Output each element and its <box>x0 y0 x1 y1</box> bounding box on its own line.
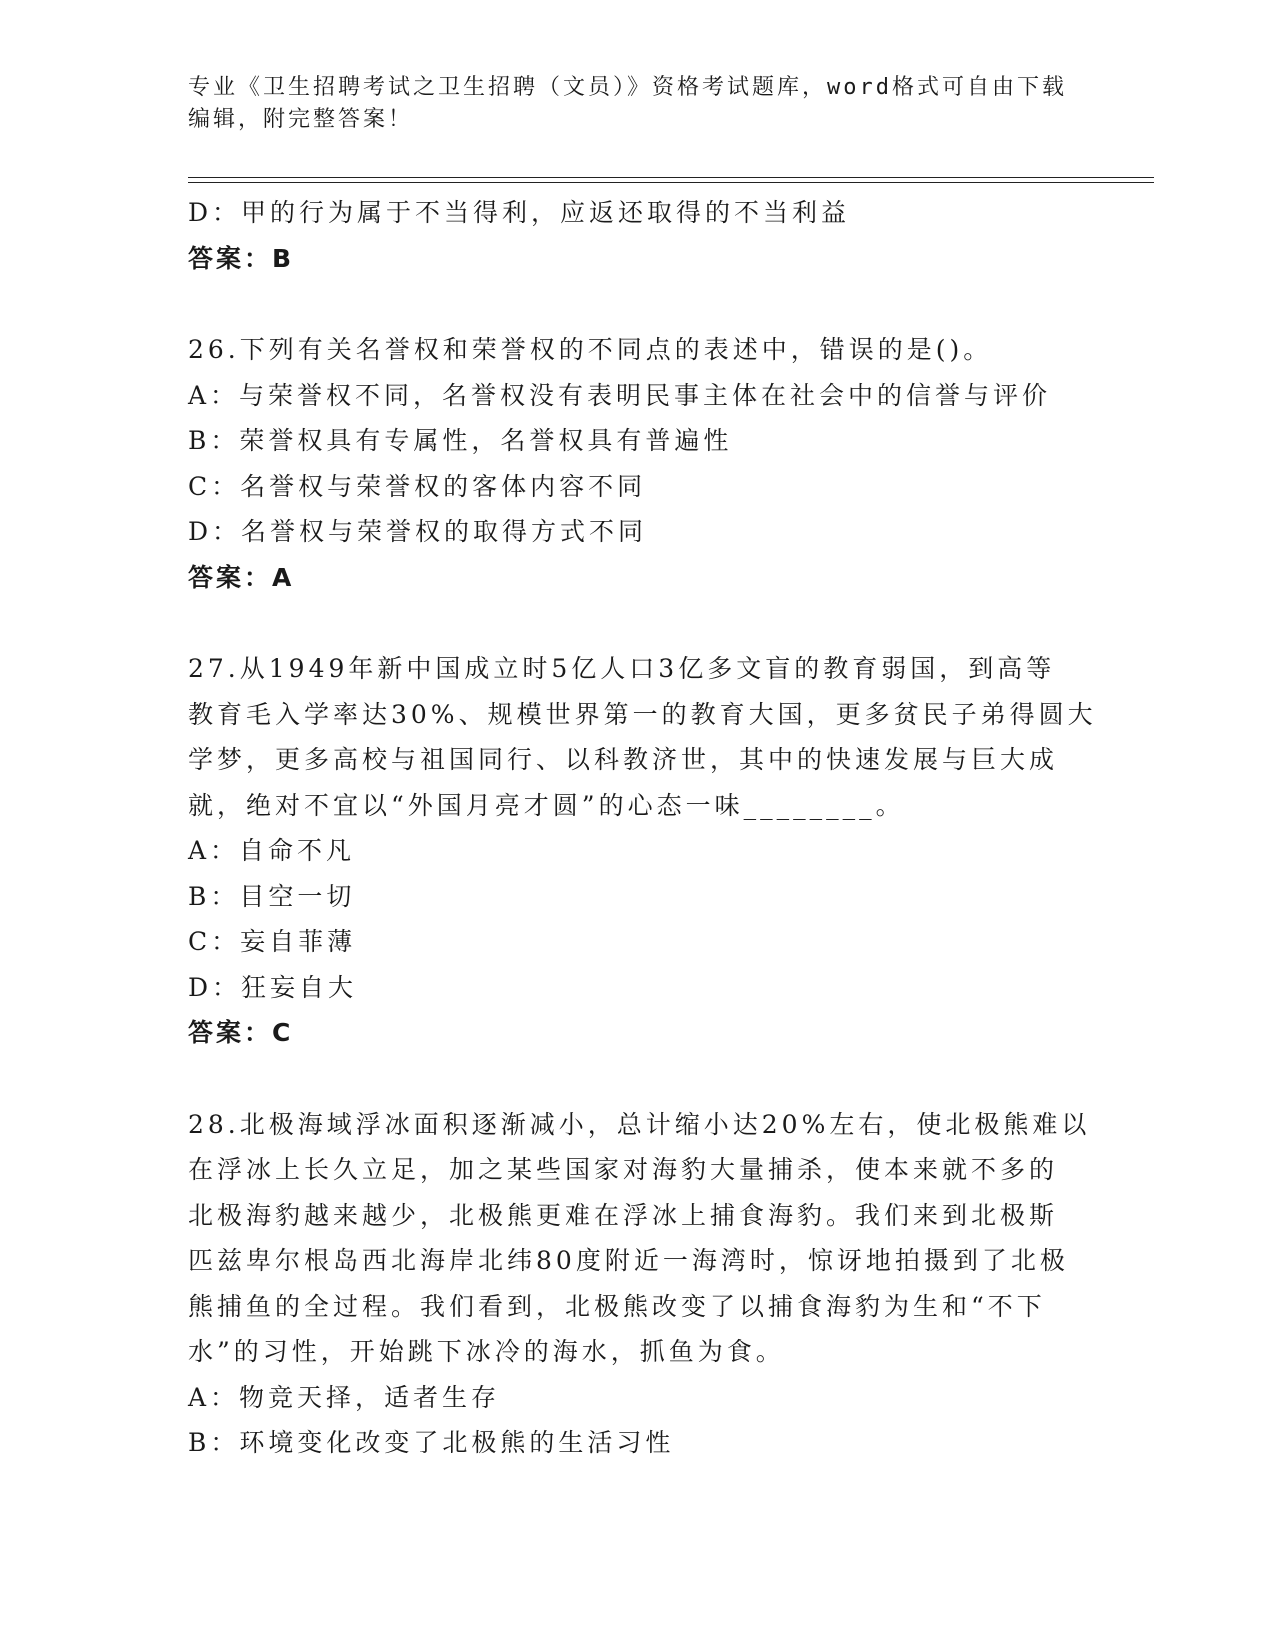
question-26 <box>188 327 1088 600</box>
header-divider-bottom <box>188 182 1154 183</box>
q26-answer: 答案：A <box>188 562 295 592</box>
q26-option-c: C：名誉权与荣誉权的客体内容不同 <box>188 471 647 501</box>
q27-stem-line: 就，绝对不宜以“外国月亮才圆”的心态一味________。 <box>188 790 905 820</box>
q27-option-d: D：狂妄自大 <box>188 972 358 1002</box>
q28-stem-line: 28.北极海域浮冰面积逐渐减小，总计缩小达20%左右，使北极熊难以 <box>188 1109 1091 1139</box>
q27-option-a: A：自命不凡 <box>188 836 356 865</box>
q28-stem-line: 水”的习性，开始跳下冰冷的海水，抓鱼为食。 <box>188 1337 785 1366</box>
q28-stem-line: 熊捕鱼的全过程。我们看到，北极熊改变了以捕食海豹为生和“不下 <box>188 1291 1046 1321</box>
spacer <box>188 600 1088 646</box>
q27-option-c: C：妄自菲薄 <box>188 927 357 956</box>
spacer <box>188 1056 1088 1102</box>
question-27 <box>188 646 1097 1056</box>
header-line-2: 编辑，附完整答案！ <box>188 107 414 132</box>
q28-stem-line: 北极海豹越来越少，北极熊更难在浮冰上捕食海豹。我们来到北极斯 <box>188 1200 1059 1230</box>
header-line-1: 专业《卫生招聘考试之卫生招聘（文员）》资格考试题库，word格式可自由下载 <box>188 75 1067 100</box>
q27-option-b: B：目空一切 <box>188 881 356 911</box>
q28-option-b: B：环境变化改变了北极熊的生活习性 <box>188 1428 675 1457</box>
q27-stem-line: 学梦，更多高校与祖国同行、以科教济世，其中的快速发展与巨大成 <box>188 745 1059 774</box>
q28-stem-line: 匹兹卑尔根岛西北海岸北纬80度附近一海湾时，惊讶地拍摄到了北极 <box>188 1246 1069 1275</box>
q25-answer: 答案：B <box>188 243 295 273</box>
q27-stem-line: 教育毛入学率达30%、规模世界第一的教育大国，更多贫民子弟得圆大 <box>188 699 1097 729</box>
page-header <box>188 72 1088 136</box>
question-25 <box>188 190 1088 281</box>
q26-option-b: B：荣誉权具有专属性，名誉权具有普遍性 <box>188 426 733 455</box>
q28-option-a: A：物竞天择，适者生存 <box>188 1382 501 1412</box>
q28-stem-line: 在浮冰上长久立足，加之某些国家对海豹大量捕杀，使本来就不多的 <box>188 1155 1059 1184</box>
question-28 <box>188 1102 1091 1466</box>
q27-answer: 答案：C <box>188 1018 294 1047</box>
q26-option-d: D：名誉权与荣誉权的取得方式不同 <box>188 517 648 546</box>
q26-option-a: A：与荣誉权不同，名誉权没有表明民事主体在社会中的信誉与评价 <box>188 380 1052 410</box>
header-divider-top <box>188 177 1154 178</box>
document-body <box>188 190 1097 1466</box>
q26-stem: 26.下列有关名誉权和荣誉权的不同点的表述中，错误的是()。 <box>188 335 993 364</box>
q25-option-d: D：甲的行为属于不当得利，应返还取得的不当利益 <box>188 198 851 227</box>
spacer <box>188 281 1088 327</box>
q27-stem-line: 27.从1949年新中国成立时5亿人口3亿多文盲的教育弱国，到高等 <box>188 654 1056 683</box>
